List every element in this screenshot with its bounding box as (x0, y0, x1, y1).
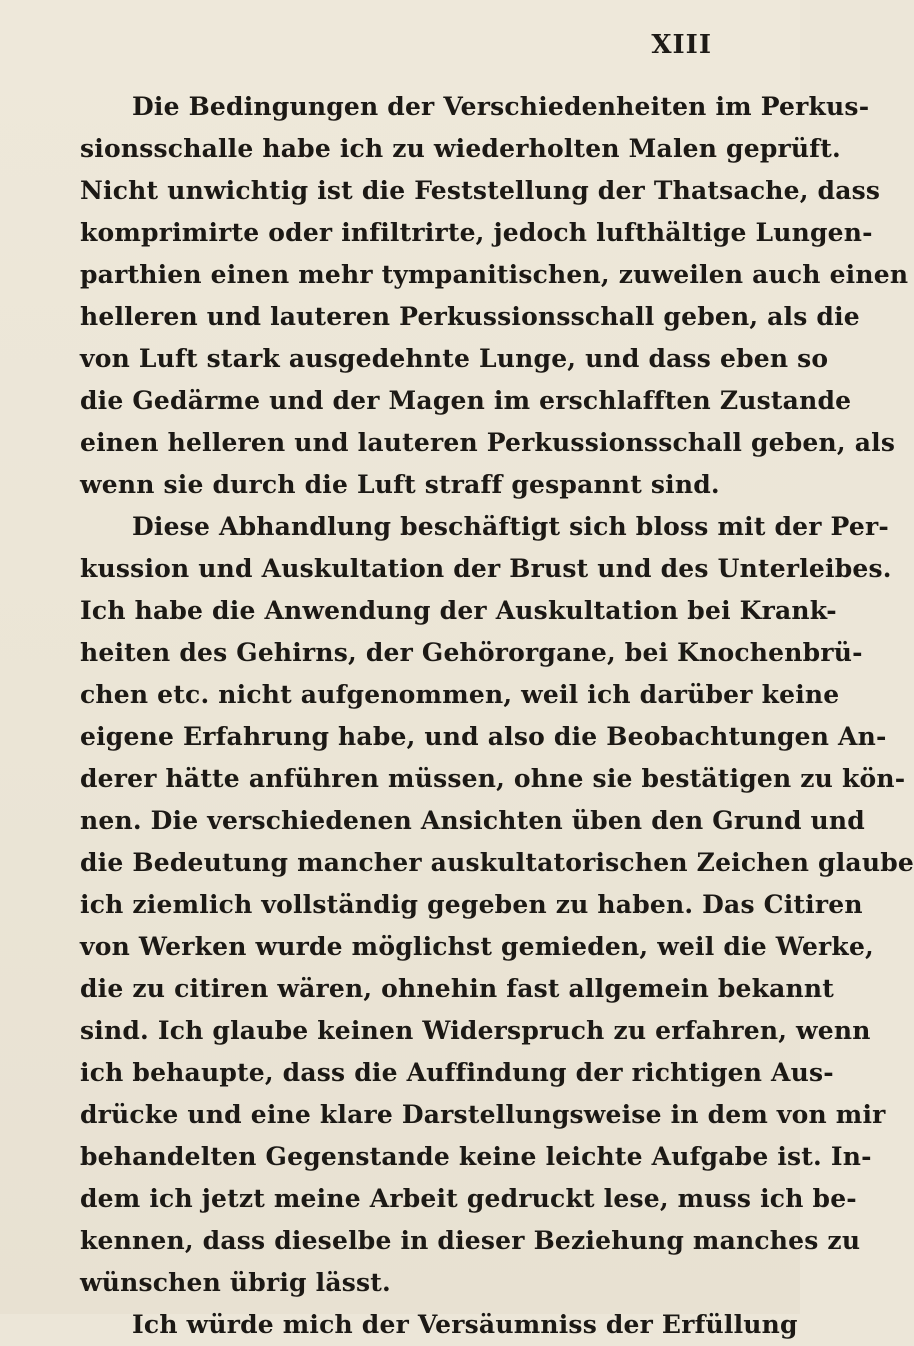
text-line: Nicht unwichtig ist die Feststellung der Thatsache, dass (80, 176, 881, 205)
text-line: eigene Erfahrung habe, und also die Beobachtungen An- (80, 722, 887, 751)
text-line: behandelten Gegenstande keine leichte Aufgabe ist. In- (80, 1142, 872, 1171)
text-line: die zu citiren wären, ohnehin fast allgemein bekannt (80, 974, 835, 1003)
text-line: heiten des Gehirns, der Gehörorgane, bei Knochenbrü- (80, 638, 863, 667)
text-line: einen helleren und lauteren Perkussionsschall geben, als (80, 428, 896, 457)
text-line: parthien einen mehr tympanitischen, zuweilen auch einen (80, 260, 909, 289)
text-line: Diese Abhandlung beschäftigt sich bloss mit der Per- (132, 512, 889, 541)
text-line: wünschen übrig lässt. (80, 1268, 391, 1297)
text-line: Ich habe die Anwendung der Auskultation bei Krank- (80, 596, 837, 625)
paragraph-3 (80, 1304, 798, 1346)
text-line: dem ich jetzt meine Arbeit gedruckt lese, muss ich be- (80, 1184, 857, 1213)
body-text (80, 86, 914, 1346)
text-line: die Bedeutung mancher auskultatorischen Zeichen glaube (80, 848, 914, 877)
text-line: die Gedärme und der Magen im erschlafften Zustande (80, 386, 852, 415)
text-line: derer hätte anführen müssen, ohne sie bestätigen zu kön- (80, 764, 906, 793)
paragraph-2 (80, 506, 914, 1304)
text-line: drücke und eine klare Darstellungsweise in dem von mir (80, 1100, 886, 1129)
text-line: von Luft stark ausgedehnte Lunge, und dass eben so (80, 344, 829, 373)
text-line: nen. Die verschiedenen Ansichten üben den Grund und (80, 806, 865, 835)
page-number: XIII (651, 30, 712, 60)
text-line: chen etc. nicht aufgenommen, weil ich darüber keine (80, 680, 840, 709)
text-line: helleren und lauteren Perkussionsschall geben, als die (80, 302, 860, 331)
text-line: kennen, dass dieselbe in dieser Beziehung manches zu (80, 1226, 861, 1255)
text-line: Ich würde mich der Versäumniss der Erfüllung (132, 1310, 798, 1339)
text-line: wenn sie durch die Luft straff gespannt sind. (80, 470, 720, 499)
text-line: sind. Ich glaube keinen Widerspruch zu erfahren, wenn (80, 1016, 871, 1045)
text-line: kussion und Auskultation der Brust und des Unterleibes. (80, 554, 892, 583)
text-line: sionsschalle habe ich zu wiederholten Malen geprüft. (80, 134, 841, 163)
text-line: komprimirte oder infiltrirte, jedoch lufthältige Lungen- (80, 218, 873, 247)
text-line: von Werken wurde möglichst gemieden, weil die Werke, (80, 932, 874, 961)
text-line: ich ziemlich vollständig gegeben zu haben. Das Citiren (80, 890, 863, 919)
text-line: ich behaupte, dass die Auffindung der richtigen Aus- (80, 1058, 834, 1087)
text-line: Die Bedingungen der Verschiedenheiten im Perkus- (132, 92, 870, 121)
paragraph-1 (80, 86, 909, 506)
